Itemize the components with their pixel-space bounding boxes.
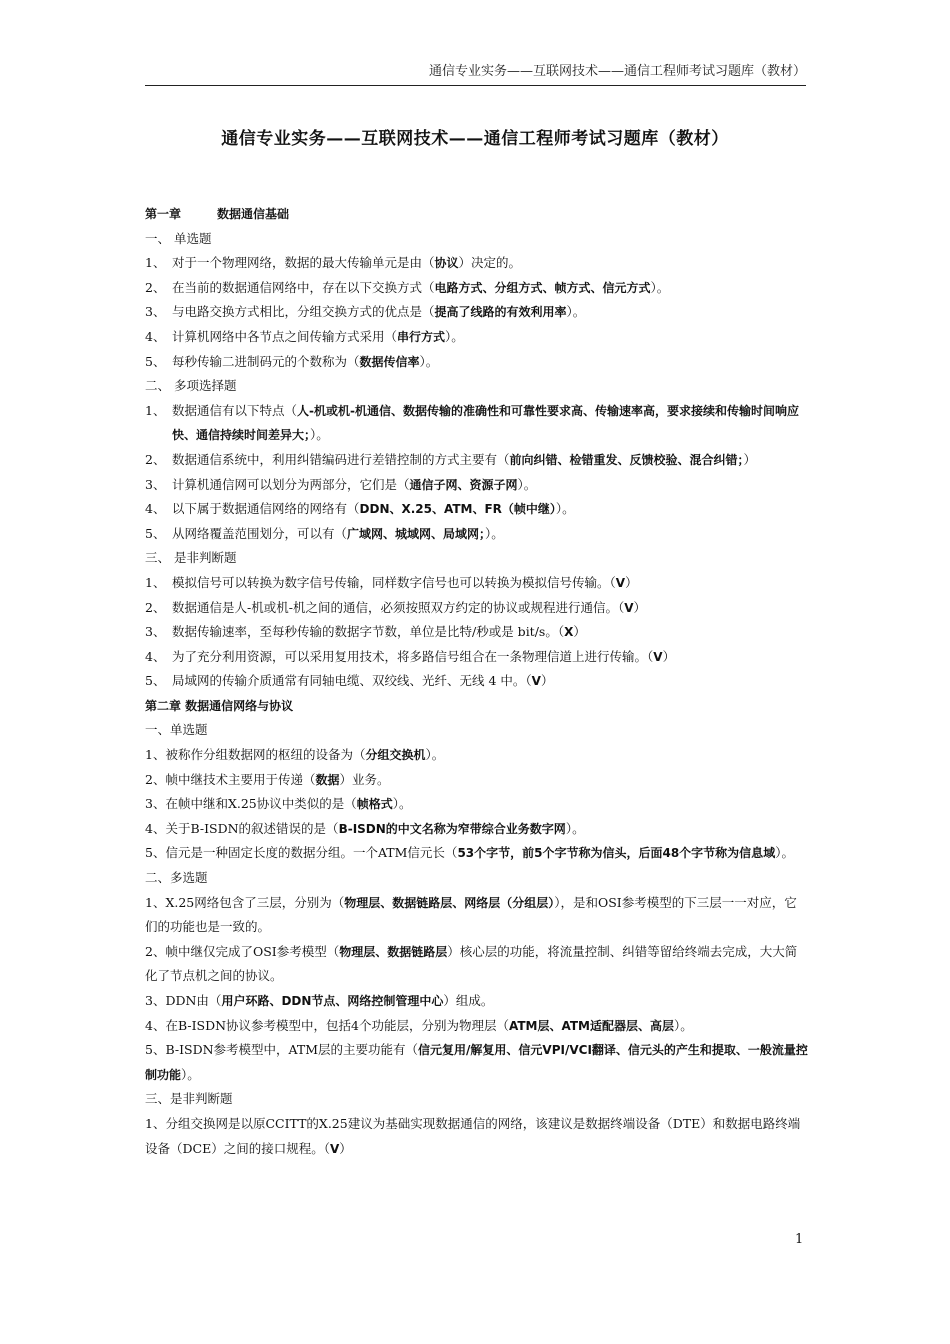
answer: V: [531, 674, 541, 689]
answer: 提高了线路的有效利用率: [434, 305, 567, 320]
answer: ATM层、ATM适配器层、高层: [509, 1018, 674, 1033]
section-heading: 二、多选题: [145, 870, 208, 886]
chapter-label: 第一章: [145, 207, 182, 221]
section-heading: 一、 单选题: [145, 230, 212, 246]
chapter-title: 数据通信基础: [217, 207, 290, 221]
answer: V: [624, 600, 634, 615]
question-item: 1、 数据通信有以下特点（人-机或机-机通信、数据传输的准确性和可靠性要求高、传输速率高，要求接续和传输时间响应快、通信持续时间差异大；）。: [145, 402, 799, 443]
document-title: 通信专业实务——互联网技术——通信工程师考试习题库（教材）: [221, 129, 729, 149]
answer: X: [564, 625, 574, 640]
section-heading: 三、是非判断题: [145, 1091, 233, 1107]
answer: 用户环路、DDN节点、网络控制管理中心: [221, 994, 444, 1008]
question-item: 1、被称作分组数据网的枢纽的设备为（分组交换机）。: [145, 747, 445, 763]
answer: 人-机或机-机通信、数据传输的准确性和可靠性要求高、传输速率高，要求接续和传输时间响应快、通信持续时间差异大；: [172, 403, 799, 443]
running-header: 通信专业实务——互联网技术——通信工程师考试习题库（教材）: [145, 62, 806, 86]
section-heading: 三、 是非判断题: [145, 550, 237, 566]
question-item: 5、B-ISDN参考模型中，ATM层的主要功能有（信元复用/解复用、信元VPI/VCI翻译、信元头的产生和提取、一般流量控制功能）。: [145, 1042, 808, 1082]
answer: 53个字节，前5个字节称为信头，后面48个字节称为信息域: [457, 846, 776, 861]
question-item: 3、 与电路交换方式相比，分组交换方式的优点是（提高了线路的有效利用率）。: [145, 304, 586, 320]
question-item: 4、关于B-ISDN的叙述错误的是（B-ISDN的中文名称为窄带综合业务数字网）。: [145, 820, 585, 836]
answer: 数据: [315, 772, 340, 787]
answer: 分组交换机: [365, 748, 426, 763]
section-heading: 二、 多项选择题: [145, 378, 237, 394]
question-item: 1、 模拟信号可以转换为数字信号传输，同样数字信号也可以转换为模拟信号传输。（V）: [145, 574, 638, 590]
question-item: 4、 以下属于数据通信网络的网络有（DDN、X.25、ATM、FR（帧中继））。: [145, 501, 575, 517]
question-item: 2、 数据通信是人-机或机-机之间的通信，必须按照双方约定的协议或规程进行通信。（V）: [145, 599, 647, 615]
question-item: 5、 每秒传输二进制码元的个数称为（数据传信率）。: [145, 353, 439, 369]
question-item: 1、分组交换网是以原CCITT的X.25建议为基础实现数据通信的网络，该建议是数据终端设备（DTE）和数据电路终端设备（DCE）之间的接口规程。（V）: [145, 1115, 801, 1156]
question-item: 5、 从网络覆盖范围划分，可以有（广域网、城域网、局域网；）。: [145, 525, 504, 541]
question-item: 2、 在当前的数据通信网络中，存在以下交换方式（电路方式、分组方式、帧方式、信元方式）。: [145, 279, 670, 295]
question-item: 3、 数据传输速率，至每秒传输的数据字节数，单位是比特/秒或是 bit/s。（X）: [145, 624, 586, 640]
answer: 信元复用/解复用、信元VPI/VCI翻译、信元头的产生和提取、一般流量控制功能: [145, 1043, 808, 1082]
question-item: 3、在帧中继和X.25协议中类似的是（帧格式）。: [145, 796, 412, 812]
answer: 通信子网、资源子网: [409, 477, 518, 492]
question-item: 5、 局域网的传输介质通常有同轴电缆、双绞线、光纤、无线 4 中。（V）: [145, 673, 554, 689]
answer: 前向纠错、检错重发、反馈校验、混合纠错；: [509, 452, 744, 467]
question-item: 5、信元是一种固定长度的数据分组。一个ATM信元长（53个字节，前5个字节称为信头，后面48个字节称为信息域）。: [145, 845, 794, 861]
section-heading: 一、单选题: [145, 722, 208, 738]
question-item: 3、 计算机通信网可以划分为两部分，它们是（通信子网、资源子网）。: [145, 476, 537, 492]
page-number: 1: [795, 1232, 804, 1247]
answer: 帧格式: [356, 797, 393, 812]
chapter-heading: [145, 202, 809, 227]
answer: 协议: [434, 256, 459, 271]
question-item: 1、 对于一个物理网络，数据的最大传输单元是由（协议）决定的。: [145, 255, 522, 271]
question-item: 4、 计算机网络中各节点之间传输方式采用（串行方式）。: [145, 328, 464, 344]
answer: DDN、X.25、ATM、FR（帧中继）: [359, 502, 556, 517]
question-item: 1、X.25网络包含了三层，分别为（物理层、数据链路层、网络层（分组层）），是和OSI参考模型的下三层一一对应，它们的功能也是一致的。: [145, 894, 797, 935]
document-body: [145, 202, 809, 1161]
answer: V: [653, 649, 663, 664]
question-item: 4、在B-ISDN协议参考模型中，包括4个功能层，分别为物理层（ATM层、ATM适配器层、高层）。: [145, 1017, 693, 1033]
answer: 串行方式: [397, 329, 446, 344]
answer: 物理层、数据链路层: [339, 944, 448, 959]
answer: 电路方式、分组方式、帧方式、信元方式: [434, 280, 651, 295]
question-item: 3、DDN由（用户环路、DDN节点、网络控制管理中心）组成。: [145, 993, 494, 1008]
answer: 数据传信率: [359, 354, 420, 369]
answer: 物理层、数据链路层、网络层（分组层）: [344, 895, 555, 910]
chapter-heading: 第二章 数据通信网络与协议: [145, 698, 294, 713]
answer: V: [329, 1141, 340, 1156]
question-item: 4、 为了充分利用资源，可以采用复用技术，将多路信号组合在一条物理信道上进行传输。（V）: [145, 648, 676, 664]
answer: B-ISDN的中文名称为窄带综合业务数字网: [338, 821, 566, 836]
question-item: 2、 数据通信系统中，利用纠错编码进行差错控制的方式主要有（前向纠错、检错重发、反馈校验、混合纠错；）: [145, 451, 757, 467]
answer: V: [615, 575, 626, 590]
question-item: 2、帧中继技术主要用于传递（数据）业务。: [145, 771, 390, 787]
question-item: 2、帧中继仅完成了OSI参考模型（物理层、数据链路层）核心层的功能，将流量控制、纠错等留给终端去完成，大大简化了节点机之间的协议。: [145, 943, 798, 984]
answer: 广域网、城域网、局域网；: [347, 526, 486, 541]
